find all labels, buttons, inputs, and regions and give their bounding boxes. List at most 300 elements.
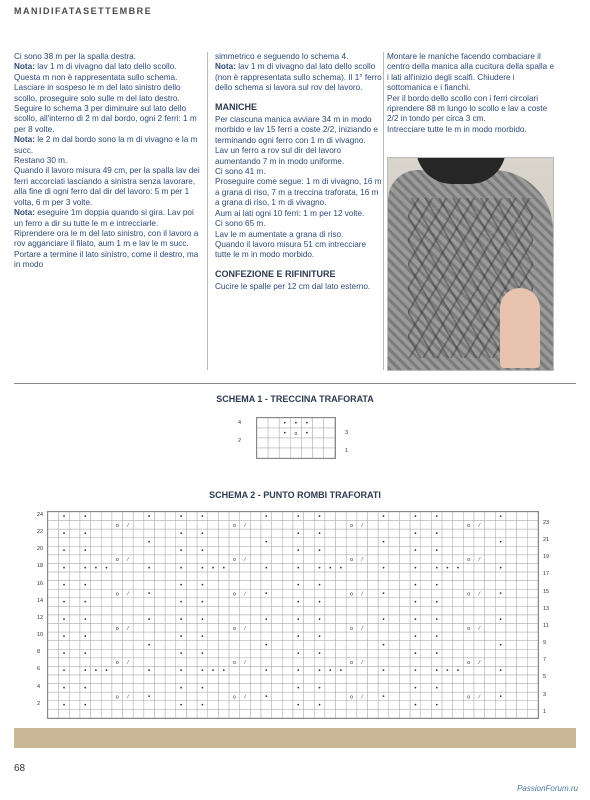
grid-cell <box>268 418 279 428</box>
grid-cell <box>282 666 293 675</box>
magazine-header: MANIDIFATASETTEMBRE <box>14 6 153 16</box>
grid-cell <box>144 701 155 710</box>
purl-symbol: • <box>296 564 301 572</box>
paragraph-text: Riprendere ora le m del lato sinistro, con il lavoro a rov agganciare il filato, aum 1 m e lav le m succ. Portare a termine il lato sinistro, come il destro, ma in modo <box>14 228 199 270</box>
grid-cell <box>218 546 229 555</box>
grid-cell <box>272 615 283 624</box>
grid-cell <box>389 709 400 718</box>
maniche-heading: MANICHE <box>215 101 257 112</box>
grid-cell <box>357 606 368 615</box>
purl-symbol: • <box>147 693 151 701</box>
grid-cell <box>324 438 335 448</box>
grid-cell <box>453 512 464 521</box>
grid-cell <box>517 572 528 581</box>
grid-cell <box>357 598 368 607</box>
grid-cell <box>176 555 187 564</box>
paragraph-text: Per ciascuna manica avviare 34 m in modo morbido e lav 15 ferri a coste 2/2, iniziando e terminando ogni ferro con 1 m di vivagno. <box>215 115 378 145</box>
grid-cell <box>517 581 528 590</box>
grid-cell <box>176 624 187 633</box>
grid-cell <box>378 598 389 607</box>
grid-cell <box>346 529 357 538</box>
grid-cell <box>368 529 379 538</box>
grid-cell <box>485 529 496 538</box>
grid-cell <box>293 641 304 650</box>
row-number: 17 <box>543 571 550 578</box>
grid-cell <box>293 709 304 718</box>
grid-cell <box>229 538 240 547</box>
grid-cell <box>112 632 123 641</box>
grid-cell <box>399 684 410 693</box>
grid-cell <box>155 666 166 675</box>
grid-cell <box>368 589 379 598</box>
purl-symbol: • <box>434 667 439 675</box>
grid-cell <box>495 709 506 718</box>
purl-symbol: • <box>381 513 386 521</box>
grid-cell <box>101 606 112 615</box>
grid-cell <box>133 701 144 710</box>
grid-cell <box>495 701 506 710</box>
grid-cell <box>218 692 229 701</box>
grid-cell <box>506 521 517 530</box>
decrease-symbol: ⁄ <box>361 557 363 564</box>
grid-cell <box>431 606 442 615</box>
grid-cell <box>208 538 219 547</box>
purl-symbol: • <box>498 539 503 547</box>
purl-symbol: • <box>200 513 205 521</box>
grid-cell <box>257 428 268 438</box>
grid-cell <box>240 572 251 581</box>
grid-cell <box>229 529 240 538</box>
paragraph <box>215 240 383 261</box>
grid-cell <box>453 632 464 641</box>
grid-cell <box>324 428 335 438</box>
note-label: Nota: <box>14 62 35 72</box>
grid-cell <box>506 632 517 641</box>
grid-cell <box>186 546 197 555</box>
grid-cell <box>410 692 421 701</box>
grid-cell <box>485 546 496 555</box>
yarn-over-symbol: o <box>467 522 471 529</box>
grid-cell <box>304 555 315 564</box>
grid-cell <box>517 709 528 718</box>
purl-symbol: • <box>62 530 66 538</box>
paragraph-text: Seguire lo schema 3 per diminuire sul lato dello scollo, all'interno di 2 m dal bordo, ogni 2 ferri: 1 m per 8 volte. <box>14 104 197 134</box>
column-divider <box>207 52 208 370</box>
grid-cell <box>506 615 517 624</box>
yarn-over-symbol: o <box>467 557 471 564</box>
grid-cell <box>69 581 80 590</box>
grid-cell <box>197 572 208 581</box>
grid-cell <box>101 538 112 547</box>
grid-cell <box>368 521 379 530</box>
grid-cell <box>165 563 176 572</box>
grid-cell <box>69 572 80 581</box>
grid-cell <box>282 589 293 598</box>
purl-symbol: • <box>83 684 88 692</box>
schema-2-title: SCHEMA 2 - PUNTO ROMBI TRAFORATI <box>209 490 381 500</box>
grid-cell <box>304 563 315 572</box>
grid-cell <box>229 572 240 581</box>
grid-cell <box>304 666 315 675</box>
grid-cell <box>474 641 485 650</box>
grid-cell <box>293 555 304 564</box>
decrease-symbol: ⁄ <box>127 591 129 598</box>
grid-cell <box>155 581 166 590</box>
grid-cell <box>346 546 357 555</box>
grid-cell <box>527 675 538 684</box>
grid-cell <box>80 641 91 650</box>
grid-cell <box>336 641 347 650</box>
grid-cell <box>282 692 293 701</box>
purl-symbol: • <box>339 667 343 675</box>
grid-cell <box>506 581 517 590</box>
grid-cell <box>485 709 496 718</box>
decrease-symbol: ⁄ <box>127 557 129 564</box>
purl-symbol: • <box>200 702 205 710</box>
grid-cell <box>442 555 453 564</box>
purl-symbol: • <box>498 564 503 572</box>
grid-cell <box>240 581 251 590</box>
yarn-over-symbol: o <box>232 694 236 701</box>
grid-cell <box>463 649 474 658</box>
grid-cell <box>123 546 134 555</box>
schema-1-grid <box>257 418 335 458</box>
grid-cell <box>240 512 251 521</box>
grid-cell <box>218 641 229 650</box>
grid-cell <box>123 615 134 624</box>
grid-cell <box>421 521 432 530</box>
grid-cell <box>495 546 506 555</box>
grid-cell <box>293 538 304 547</box>
grid-cell <box>250 538 261 547</box>
grid-cell <box>165 555 176 564</box>
page-number: 68 <box>14 763 26 774</box>
grid-cell <box>346 538 357 547</box>
grid-cell <box>304 641 315 650</box>
yarn-over-symbol: o <box>232 660 236 667</box>
paragraph-text: Per il bordo dello scollo con i ferri circolari riprendere 88 m lungo lo scollo e lav a coste 2/2 in tondo per circa 3 cm. <box>387 93 548 124</box>
grid-cell <box>91 675 102 684</box>
grid-cell <box>229 709 240 718</box>
grid-cell <box>431 555 442 564</box>
grid-cell <box>313 428 324 438</box>
grid-cell <box>410 709 421 718</box>
grid-cell <box>506 589 517 598</box>
grid-cell <box>69 675 80 684</box>
grid-cell <box>336 624 347 633</box>
grid-cell <box>442 546 453 555</box>
grid-cell <box>506 649 517 658</box>
grid-cell <box>208 521 219 530</box>
grid-cell <box>91 658 102 667</box>
grid-cell <box>485 692 496 701</box>
grid-cell <box>155 563 166 572</box>
grid-cell <box>208 709 219 718</box>
grid-cell <box>229 615 240 624</box>
purl-symbol: • <box>296 650 301 658</box>
grid-cell <box>453 538 464 547</box>
grid-cell <box>155 589 166 598</box>
grid-cell <box>336 598 347 607</box>
grid-cell <box>314 675 325 684</box>
row-number: 11 <box>543 622 549 629</box>
grid-cell <box>301 448 312 458</box>
grid-cell <box>218 529 229 538</box>
grid-cell <box>304 692 315 701</box>
grid-cell <box>272 666 283 675</box>
column-3 <box>387 52 557 135</box>
purl-symbol: • <box>328 667 332 675</box>
decrease-symbol: ⁄ <box>244 591 246 598</box>
grid-cell <box>506 538 517 547</box>
grid-cell <box>272 658 283 667</box>
paragraph <box>215 230 383 240</box>
grid-cell <box>442 658 453 667</box>
grid-cell <box>453 658 464 667</box>
grid-cell <box>165 521 176 530</box>
grid-cell <box>165 701 176 710</box>
grid-cell <box>261 649 272 658</box>
yarn-over-symbol: o <box>232 557 236 564</box>
grid-cell <box>442 606 453 615</box>
grid-cell <box>314 555 325 564</box>
grid-cell <box>517 632 528 641</box>
purl-symbol: • <box>221 667 226 675</box>
paragraph-text: le 2 m dal bordo sono la m di vivagno e la m succ. <box>14 135 198 155</box>
grid-cell <box>506 555 517 564</box>
grid-cell <box>314 692 325 701</box>
purl-symbol: • <box>264 564 269 572</box>
grid-cell <box>463 563 474 572</box>
grid-cell <box>474 581 485 590</box>
grid-cell <box>101 589 112 598</box>
grid-cell <box>421 641 432 650</box>
grid-cell <box>197 675 208 684</box>
purl-symbol: • <box>413 684 418 692</box>
grid-cell <box>282 546 293 555</box>
schema-2-chart <box>47 511 539 719</box>
grid-cell <box>325 675 336 684</box>
grid-cell <box>442 615 453 624</box>
grid-cell <box>304 606 315 615</box>
row-number: 15 <box>543 588 550 595</box>
purl-symbol: • <box>179 530 183 538</box>
row-number: 8 <box>37 649 41 656</box>
grid-cell <box>282 529 293 538</box>
grid-cell <box>495 555 506 564</box>
grid-cell <box>313 418 324 428</box>
grid-cell <box>282 521 293 530</box>
grid-cell <box>506 641 517 650</box>
grid-cell <box>368 649 379 658</box>
grid-cell <box>282 563 293 572</box>
grid-cell <box>186 709 197 718</box>
grid-cell <box>123 529 134 538</box>
grid-cell <box>69 666 80 675</box>
grid-cell <box>399 521 410 530</box>
grid-cell <box>197 658 208 667</box>
grid-cell <box>48 658 59 667</box>
grid-cell <box>80 538 91 547</box>
purl-symbol: • <box>264 539 269 547</box>
grid-cell <box>112 641 123 650</box>
purl-symbol: • <box>264 667 269 675</box>
grid-cell <box>186 684 197 693</box>
grid-cell <box>165 675 176 684</box>
grid-cell <box>69 589 80 598</box>
purl-symbol: • <box>317 581 322 589</box>
grid-cell <box>293 692 304 701</box>
purl-symbol: • <box>282 420 287 427</box>
grid-cell <box>421 624 432 633</box>
grid-cell <box>208 615 219 624</box>
grid-cell <box>123 538 134 547</box>
grid-cell <box>176 692 187 701</box>
grid-cell <box>197 709 208 718</box>
grid-cell <box>48 684 59 693</box>
grid-cell <box>48 624 59 633</box>
grid-cell <box>336 658 347 667</box>
grid-cell <box>165 512 176 521</box>
grid-cell <box>527 641 538 650</box>
grid-cell <box>80 555 91 564</box>
grid-cell <box>155 529 166 538</box>
grid-cell <box>453 529 464 538</box>
paragraph-text: eseguire 1m doppia quando si gira. Lav poi un ferro a dir su tutte le m e intrecciarle. <box>14 208 194 228</box>
row-number: 24 <box>37 512 44 518</box>
grid-cell <box>123 666 134 675</box>
grid-cell <box>410 589 421 598</box>
grid-cell <box>336 701 347 710</box>
grid-cell <box>304 675 315 684</box>
grid-cell <box>336 512 347 521</box>
paragraph <box>215 282 383 292</box>
grid-cell <box>272 529 283 538</box>
grid-cell <box>176 521 187 530</box>
grid-cell <box>410 675 421 684</box>
paragraph <box>14 135 202 156</box>
decrease-symbol: ⁄ <box>478 660 480 667</box>
grid-cell <box>48 709 59 718</box>
grid-cell <box>186 521 197 530</box>
yarn-over-symbol: o <box>467 694 471 701</box>
grid-cell <box>133 546 144 555</box>
grid-cell <box>506 675 517 684</box>
paragraph <box>14 208 202 229</box>
purl-symbol: • <box>317 564 322 572</box>
grid-cell <box>240 641 251 650</box>
grid-cell <box>346 684 357 693</box>
grid-cell <box>325 555 336 564</box>
grid-cell <box>59 572 70 581</box>
section-divider <box>14 383 576 384</box>
grid-cell <box>218 598 229 607</box>
grid-cell <box>91 546 102 555</box>
grid-cell <box>517 641 528 650</box>
grid-cell <box>80 709 91 718</box>
grid-cell <box>250 675 261 684</box>
grid-cell <box>282 709 293 718</box>
grid-cell <box>268 438 279 448</box>
grid-cell <box>474 632 485 641</box>
grid-cell <box>279 438 290 448</box>
grid-cell <box>101 649 112 658</box>
grid-cell <box>261 546 272 555</box>
purl-symbol: • <box>62 616 66 624</box>
grid-cell <box>453 649 464 658</box>
grid-cell <box>325 546 336 555</box>
grid-cell <box>378 701 389 710</box>
grid-cell <box>304 709 315 718</box>
grid-cell <box>485 555 496 564</box>
grid-cell <box>517 658 528 667</box>
grid-cell <box>453 701 464 710</box>
purl-symbol: • <box>179 650 183 658</box>
grid-cell <box>133 512 144 521</box>
yarn-over-symbol: o <box>349 694 354 701</box>
grid-cell <box>197 521 208 530</box>
grid-cell <box>144 546 155 555</box>
grid-cell <box>485 666 496 675</box>
grid-cell <box>389 555 400 564</box>
grid-cell <box>101 709 112 718</box>
purl-symbol: • <box>456 667 460 675</box>
purl-symbol: • <box>317 702 322 710</box>
grid-cell <box>48 563 59 572</box>
grid-cell <box>123 701 134 710</box>
grid-cell <box>133 572 144 581</box>
purl-symbol: • <box>179 547 183 555</box>
grid-cell <box>133 641 144 650</box>
grid-cell <box>240 709 251 718</box>
paragraph-text: lav 1 m di vivagno dal lato dello scollo. Questa m non è rappresentata sullo schema. <box>14 62 178 82</box>
grid-cell <box>527 666 538 675</box>
grid-cell <box>69 641 80 650</box>
row-number: 9 <box>543 640 547 647</box>
grid-cell <box>155 692 166 701</box>
grid-cell <box>218 624 229 633</box>
decrease-symbol: ⁄ <box>361 660 363 667</box>
grid-cell <box>357 709 368 718</box>
purl-symbol: • <box>296 616 301 624</box>
grid-cell <box>325 538 336 547</box>
grid-cell <box>389 624 400 633</box>
purl-symbol: • <box>83 547 88 555</box>
grid-cell <box>527 692 538 701</box>
grid-cell <box>282 615 293 624</box>
grid-cell <box>186 606 197 615</box>
row-number: 2 <box>37 700 41 707</box>
grid-cell <box>218 589 229 598</box>
grid-cell <box>517 546 528 555</box>
grid-cell <box>133 521 144 530</box>
grid-cell <box>101 529 112 538</box>
grid-cell <box>517 701 528 710</box>
grid-cell <box>144 581 155 590</box>
grid-cell <box>133 649 144 658</box>
grid-cell <box>250 709 261 718</box>
grid-cell <box>314 658 325 667</box>
grid-cell <box>282 538 293 547</box>
grid-cell <box>495 521 506 530</box>
grid-cell <box>272 675 283 684</box>
grid-cell <box>357 538 368 547</box>
grid-cell <box>453 624 464 633</box>
grid-cell <box>112 563 123 572</box>
grid-cell <box>133 529 144 538</box>
purl-symbol: • <box>498 590 503 598</box>
row-number: 10 <box>37 632 44 639</box>
